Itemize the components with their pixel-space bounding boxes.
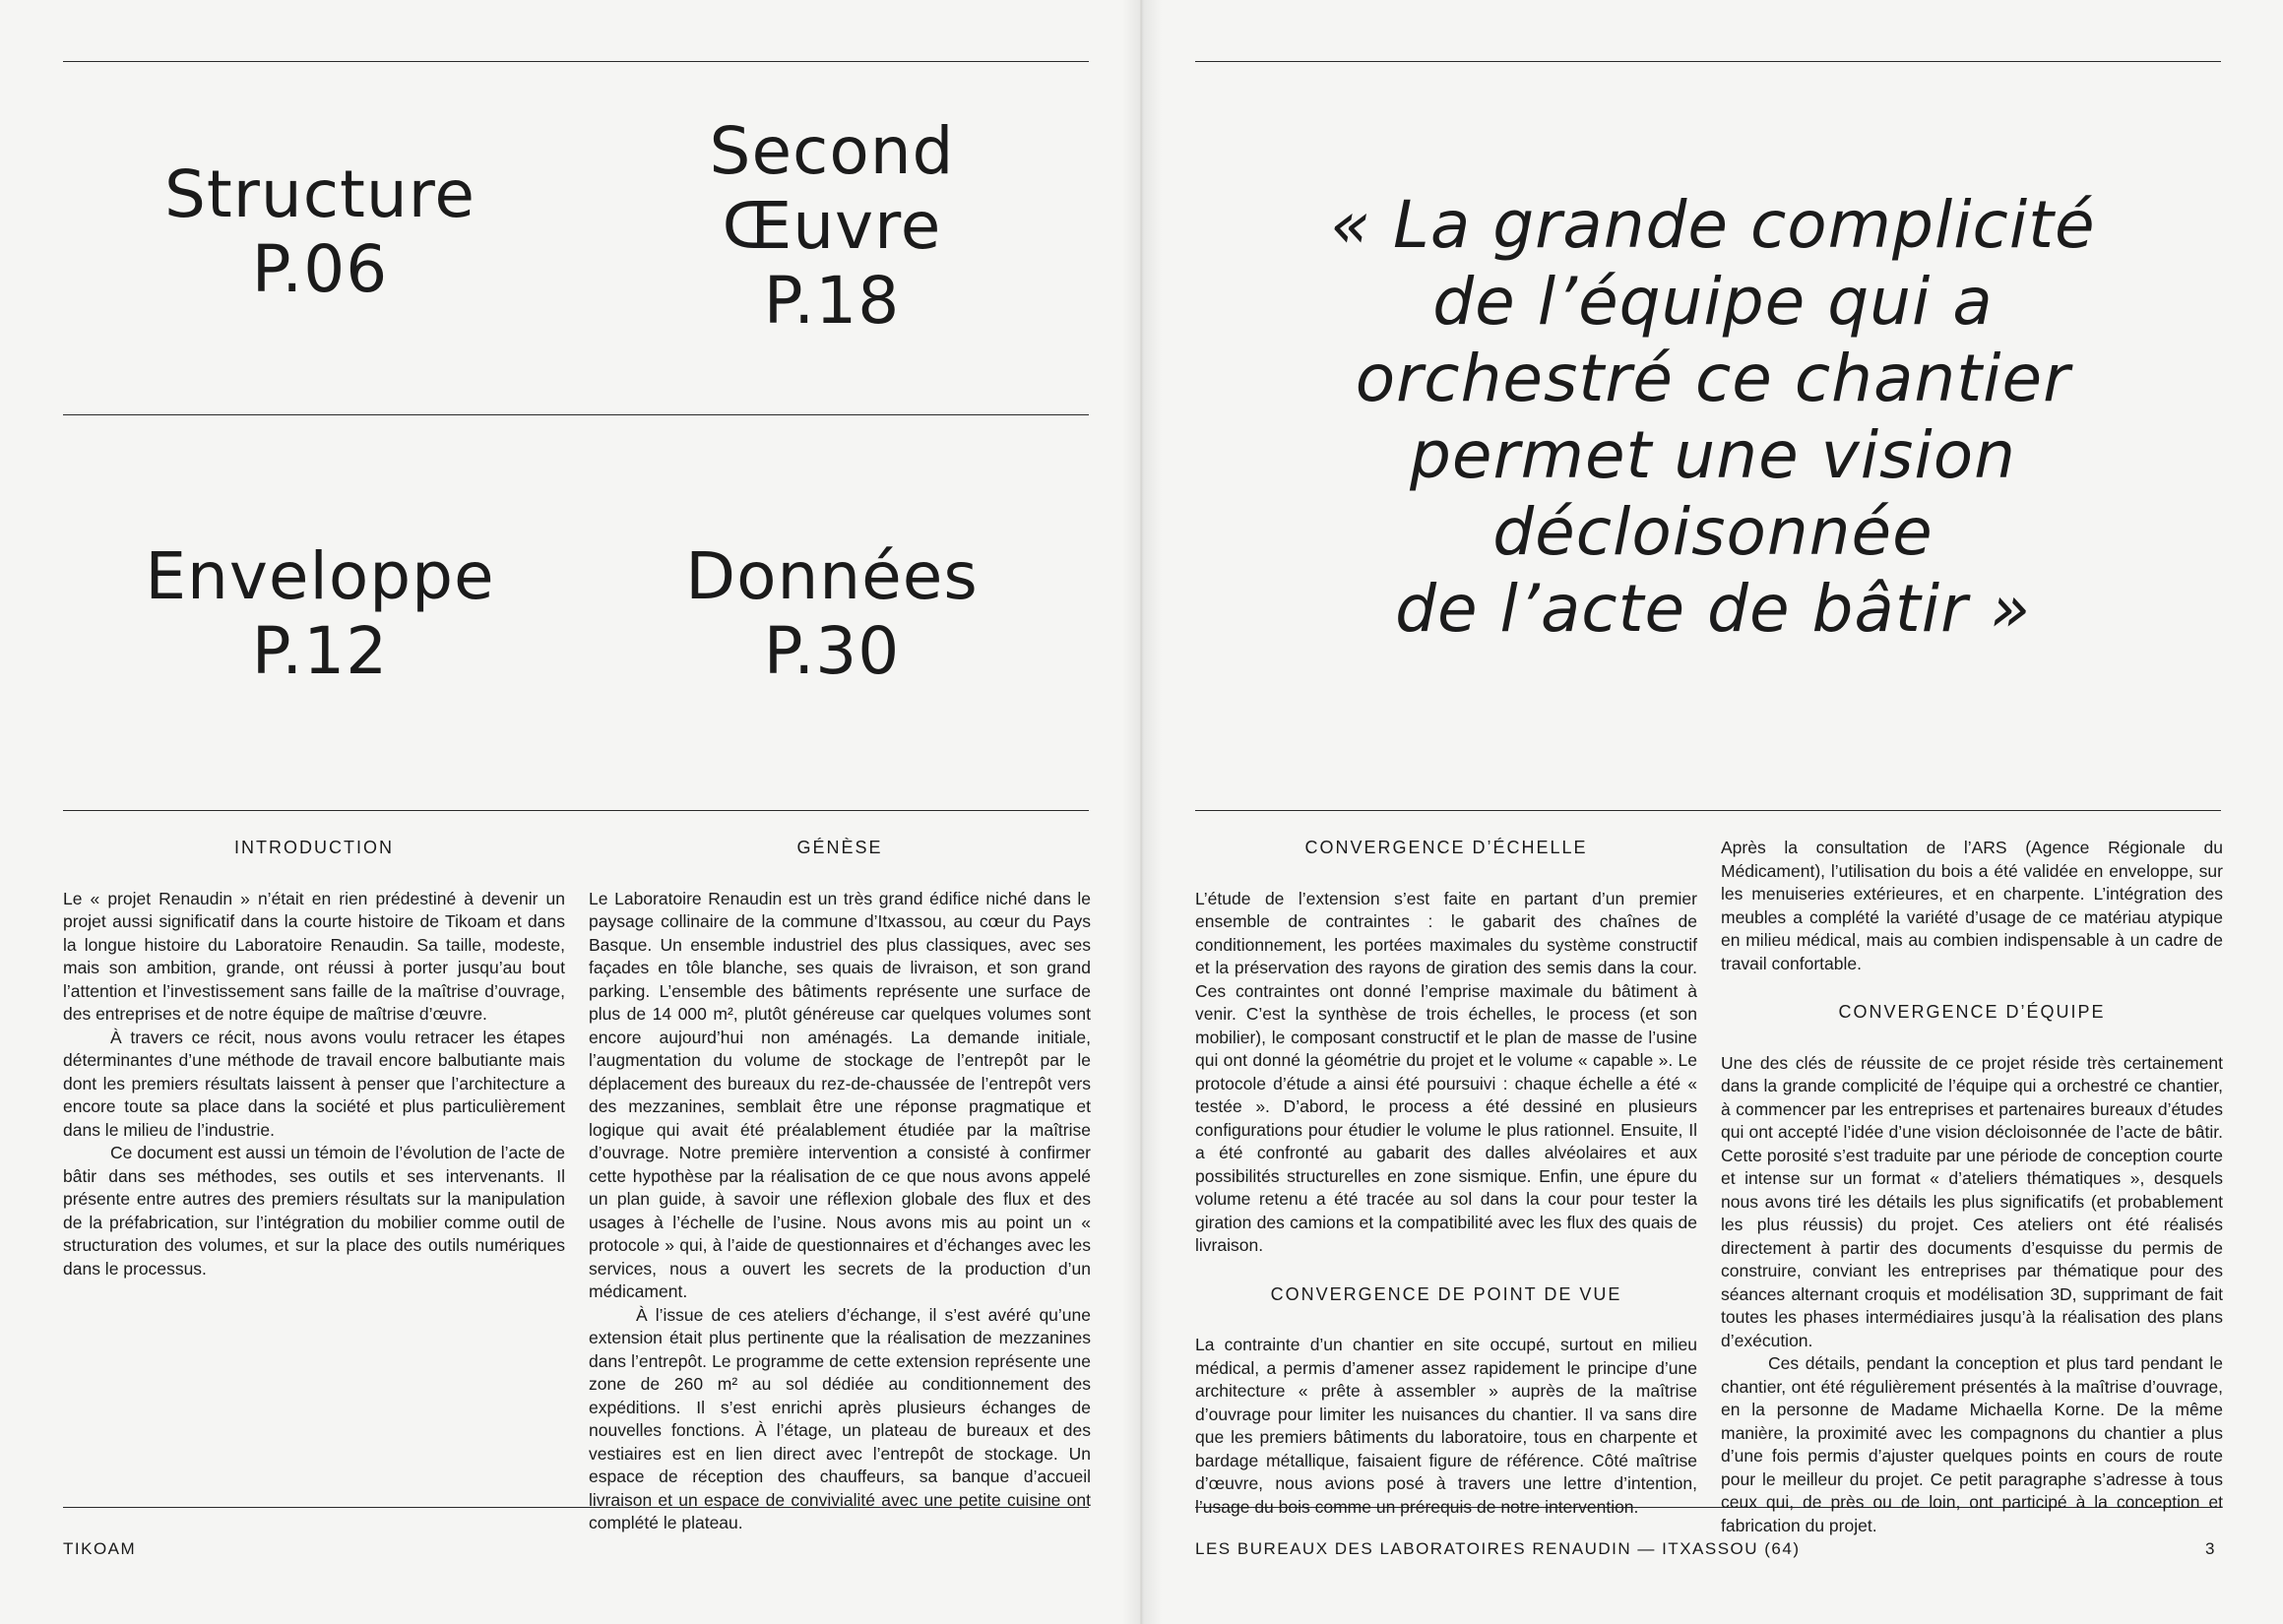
toc-item-enveloppe [98,539,541,689]
section-title: CONVERGENCE D’ÉCHELLE [1304,838,1588,857]
paragraph: À travers ce récit, nous avons voulu retracer les étapes déterminantes d’une méthode de travail encore balbutiante mais dont les premiers résultats laissent à penser que l’architecture a encore toute sa place dans la société et plus particulièrement dans le milieu de l’industrie. [63,1027,565,1140]
bottom-rule-left [63,1507,1089,1508]
introduction-column [63,837,565,1280]
toc-title-line: Structure [163,156,476,232]
paragraph: Le Laboratoire Renaudin est un très grand édifice niché dans le paysage collinaire de la commune d’Itxassou, au cœur du Pays Basque. Un ensemble industriel des plus classiques, avec ses façades en tôle blanche, ses quais de livraison, et son grand parking. L’ensemble des bâtiments représente une surface de plus de 14 000 m², plutôt généreuse car quelques volumes sont encore aujourd’hui non aménagés. La demande initiale, l’augmentation du volume de stockage de l’entrepôt par le déplacement des bureaux du rez-de-chaussée de l’entrepôt vers des mezzanines, semblait être une réponse pragmatique et logique qui avait été préalablement étudiée par la maîtrise d’ouvrage. Notre première intervention a consisté à confirmer cette hypothèse par la réalisation de ce que nous avons appelé un plan guide, à savoir une réflexion globale des flux et des usages à l’échelle de l’usine. Nous avons mis au point un « protocole » qui, à l’aide de questionnaires et d’échanges avec les services, nous a ouvert les secrets de la production d’un médicament. [589,888,1091,1301]
paragraph: Ces détails, pendant la conception et plus tard pendant le chantier, ont été régulièrement présentés à la maîtrise d’ouvrage, en la personne de Madame Michaella Korne. De la même manière, la proximité avec les compagnons du chantier a plus d’une fois permis d’ajuster quelques points en cours de route pour le meilleur du projet. Ce petit paragraphe s’adresse à tous ceux qui, de près ou de loin, ont participé à la conception et fabrication du projet. [1721,1353,2223,1535]
quote-line: « La grande complicité [1330,187,2096,263]
paragraph: Après la consultation de l’ARS (Agence Régionale du Médicament), l’utilisation du bois a été validée en enveloppe, sur les menuiseries extérieures, et en charpente. L’intégration des meubles a complété la variété d’usage de ce matériau atypique en milieu médical, mais au combien indispensable à un cadre de travail confortable. [1721,838,2223,973]
text-rule-right [1195,810,2221,811]
toc-title-line: Enveloppe [145,538,495,614]
section-title: CONVERGENCE DE POINT DE VUE [1270,1283,1622,1304]
toc-page-number: P.30 [763,613,901,689]
paragraph: Une des clés de réussite de ce projet réside très certainement dans la grande complicité de l’équipe qui a orchestré ce chantier, à commencer par les entreprises et partenaires bureaux d’études qui ont accepté l’idée d’une vision décloisonnée de l’acte de bâtir. Cette porosité s’est traduite par une période de conception courte et intense sur un format « d’ateliers thématiques », desquels nous avons tiré les détails les plus significatifs (et probablement les plus réussis) du projet. Ces ateliers ont été réalisés directement à partir des documents d’esquisse du permis de construire, conviant les entreprises par thématique pour des séances alternant croquis et modélisation 3D, supprimant de fait toutes les phases intermédiaires jusqu’à la réalisation des plans d’exécution. [1721,1052,2223,1350]
top-rule-left [63,61,1089,62]
convergence-echelle-column [1195,837,1697,1519]
spine-shadow [1122,0,1162,1624]
genese-column [589,837,1091,1535]
section-title: INTRODUCTION [234,838,394,857]
section-title: CONVERGENCE D’ÉQUIPE [1838,1002,2106,1022]
quote-line: permet une vision [1410,417,2016,493]
text-rule-left [63,810,1089,811]
paragraph: À l’issue de ces ateliers d’échange, il s’est avéré qu’une extension était plus pertinente que la réalisation de mezzanines dans l’entrepôt. Le programme de cette extension représente une zone de 260 m² au sol dédiée au conditionnement des expéditions. Il s’est enrichi après plusieurs échanges de nouvelles fonctions. À l’étage, un plateau de bureaux et des vestiaires est en lien direct avec l’entrepôt de stockage. Un espace de réception des chauffeurs, sa banque d’accueil livraison et un espace de convivialité avec une petite cuisine ont complété le plateau. [589,1304,1091,1532]
quote-line: de l’acte de bâtir » [1395,571,2031,647]
pull-quote [1240,187,2186,648]
quote-line: de l’équipe qui a [1432,264,1994,340]
footer-title: LES BUREAUX DES LABORATOIRES RENAUDIN — ITXASSOU (64) [1195,1539,1801,1558]
toc-title-line: Œuvre [722,188,942,264]
footer-brand: TIKOAM [63,1539,137,1558]
toc-title-line: Données [685,538,979,614]
quote-line: décloisonnée [1492,494,1934,570]
toc-item-donnees [610,539,1053,689]
paragraph: Ce document est aussi un témoin de l’évolution de l’acte de bâtir dans ses méthodes, ses outils et ses intervenants. Il présente entre autres des premiers résultats sur la manipulation de la préfabrication, sur l’intégration du mobilier comme outil de structuration des volumes, et sur la place des outils numériques dans le processus. [63,1143,565,1279]
paragraph: Le « projet Renaudin » n’était en rien prédestiné à devenir un projet aussi significatif dans la courte histoire de Tikoam et dans la longue histoire du Laboratoire Renaudin. Sa taille, modeste, mais son ambition, grande, ont réussi à porter jusqu’au bout l’attention et l’investissement sans faille de la maîtrise d’ouvrage, des entreprises et de notre équipe de maîtrise d’œuvre. [63,888,565,1024]
toc-item-structure [98,157,541,307]
page-number: 3 [2205,1539,2216,1558]
toc-page-number: P.18 [763,263,901,339]
toc-page-number: P.12 [251,613,389,689]
top-rule-right [1195,61,2221,62]
toc-page-number: P.06 [251,231,389,307]
section-title: GÉNÈSE [796,838,883,857]
toc-title-line: Second [709,113,955,189]
left-page [0,0,1140,1624]
middle-rule-left [63,414,1089,415]
paragraph: L’étude de l’extension s’est faite en partant d’un premier ensemble de contraintes : le gabarit des chaînes de conditionnement, les portées maximales du système constructif et la préservation des rayons de giration des semis dans la cour. Ces contraintes ont donné l’emprise maximale du bâtiment à venir. C’est la synthèse de trois échelles, le process (et son mobilier), le composant constructif et le plan de masse de l’usine qui ont donné la géométrie du projet et le volume « capable ». Le protocole d’étude a ainsi été poursuivi : chaque échelle a été « testée ». D’abord, le process a été dessiné en plusieurs configurations pour étudier le volume le plus rationnel. Ensuite, Il a été confronté au gabarit des dalles alvéolaires et aux possibilités structurelles en zone sismique. Enfin, une épure du volume retenu a été tracée au sol dans la cour pour tester la giration des camions et la compatibilité avec les flux des quais de livraison. [1195,888,1697,1255]
toc-item-second-oeuvre [610,114,1053,339]
quote-line: orchestré ce chantier [1355,341,2071,416]
paragraph: La contrainte d’un chantier en site occupé, surtout en milieu médical, a permis d’amener assez rapidement le principe d’une architecture « prête à assembler » auprès de la maîtrise d’ouvrage pour limiter les nuisances du chantier. Il va sans dire que les premiers bâtiments du laboratoire, tous en charpente et bardage métallique, faisaient figure de référence. Côté maîtrise d’œuvre, nous avions posé à travers une lettre d’intention, l’usage du bois comme un prérequis de notre intervention. [1195,1335,1697,1517]
convergence-equipe-column [1721,837,2223,1537]
